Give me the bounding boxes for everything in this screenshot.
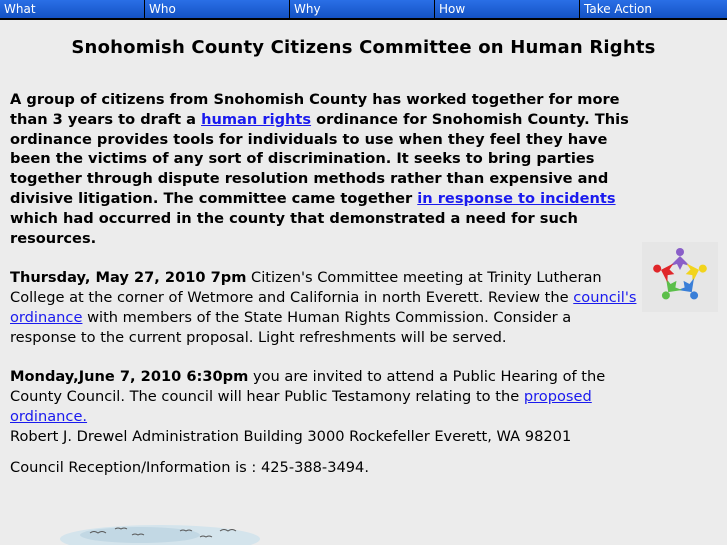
nav-item-take-action[interactable]: Take Action xyxy=(580,0,727,18)
event-monday-date: Monday,June 7, 2010 6:30pm xyxy=(10,368,249,386)
event-thursday-text-2: with members of the State Human Rights Commission. Consider a response to the current proposal. Light refreshments will be served. xyxy=(10,308,572,346)
intro-paragraph xyxy=(10,90,640,248)
intro-text-1: A group of citizens from Snohomish County has worked together for more than 3 years to draft a xyxy=(10,91,620,128)
proposed-ordinance-link[interactable]: proposed ordinance. xyxy=(10,387,592,425)
event-thursday-text-1: Citizen's Committee meeting at Trinity Lutheran College at the corner of Wetmore and California in north Everett. Review the xyxy=(10,269,602,306)
intro-text-3: which had occurred in the county that demonstrated a need for such resources. xyxy=(10,209,578,247)
event-thursday xyxy=(10,268,640,347)
people-circle-logo xyxy=(642,242,718,312)
event-address: Robert J. Drewel Administration Building 3000 Rockefeller Everett, WA 98201 xyxy=(10,427,572,445)
nav-item-who[interactable]: Who xyxy=(145,0,290,18)
nav-item-how[interactable]: How xyxy=(435,0,580,18)
event-monday-text-1: you are invited to attend a Public Hearing of the County Council. The council will hear Public Testamony relating to the xyxy=(10,368,606,405)
reception-info: Council Reception/Information is : 425-388-3494. xyxy=(10,459,369,477)
incidents-link[interactable]: in response to incidents xyxy=(417,189,616,207)
birds-over-water-art xyxy=(60,505,270,545)
nav-item-what[interactable]: What xyxy=(0,0,145,18)
intro-text-2: ordinance for Snohomish County. This ordinance provides tools for individuals to use when they feel they have been the victims of any sort of discrimination. It seeks to bring parties together through dispute resolution methods rather than expensive and divisive litigation. The committee came together xyxy=(10,110,629,207)
top-nav xyxy=(0,0,727,20)
councils-ordinance-link[interactable]: council's ordinance xyxy=(10,288,637,326)
nav-item-why[interactable]: Why xyxy=(290,0,435,18)
human-rights-link[interactable]: human rights xyxy=(201,110,312,128)
event-monday xyxy=(10,367,640,446)
page-title: Snohomish County Citizens Committee on Human Rights xyxy=(71,37,656,58)
main-content xyxy=(10,90,640,478)
event-thursday-date: Thursday, May 27, 2010 7pm xyxy=(10,269,247,287)
